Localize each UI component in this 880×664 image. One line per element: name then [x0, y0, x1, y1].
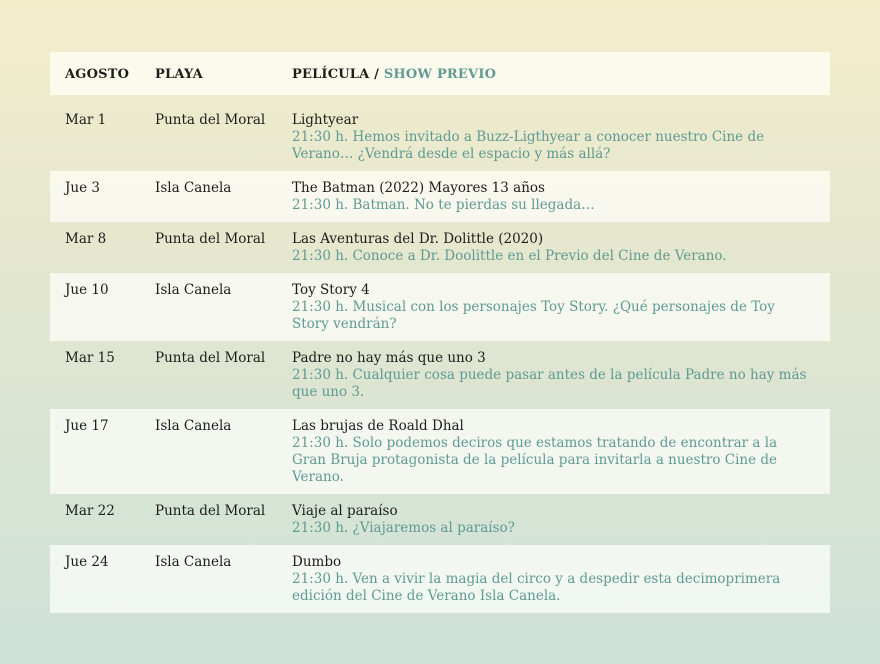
preshow-description: 21:30 h. Ven a vivir la magia del circo y a despedir esta decimoprimera edición del Cine de Verano Isla Canela.: [292, 571, 781, 604]
row-date: Jue 17: [50, 409, 140, 494]
movie-header-label: PELÍCULA: [292, 67, 370, 82]
row-place: Isla Canela: [140, 409, 277, 494]
row-place: Isla Canela: [140, 545, 277, 613]
table-row: [50, 222, 830, 273]
row-date: Mar 22: [65, 503, 115, 519]
row-show: [277, 222, 830, 273]
row-show: [277, 494, 830, 545]
table-row: [50, 95, 830, 171]
movie-title: Padre no hay más que uno 3: [292, 350, 486, 366]
movie-title: Lightyear: [292, 112, 359, 128]
row-show: [277, 95, 830, 171]
beach-header-label: PLAYA: [155, 67, 203, 82]
column-header-month: [50, 52, 140, 95]
schedule-table: [50, 52, 830, 613]
table-row: [50, 545, 830, 613]
header-separator: /: [369, 67, 384, 82]
preshow-description: 21:30 h. Solo podemos deciros que estamos tratando de encontrar a la Gran Bruja protagonista de la película para invitarla a nuestro Cine de Verano.: [292, 435, 778, 485]
table-header: [50, 52, 830, 95]
preshow-description: 21:30 h. Musical con los personajes Toy Story. ¿Qué personajes de Toy Story vendrán?: [292, 299, 775, 332]
row-place: Punta del Moral: [155, 503, 266, 519]
row-date: Mar 8: [65, 231, 107, 247]
table-body: [50, 95, 830, 613]
row-place: Punta del Moral: [155, 231, 266, 247]
movie-title: Las brujas de Roald Dhal: [292, 418, 464, 434]
movie-title: The Batman (2022) Mayores 13 años: [292, 180, 545, 196]
table-row: [50, 409, 830, 494]
preshow-description: 21:30 h. Cualquier cosa puede pasar antes de la película Padre no hay más que uno 3.: [292, 367, 807, 400]
header-row: [50, 52, 830, 95]
row-place: Punta del Moral: [155, 112, 266, 128]
movie-title: Dumbo: [292, 554, 342, 570]
row-date: Mar 15: [65, 350, 115, 366]
column-header-movie: [277, 52, 830, 95]
table-row: [50, 273, 830, 341]
row-date: Jue 3: [50, 171, 140, 222]
table-row: [50, 171, 830, 222]
column-header-beach: [140, 52, 277, 95]
row-place: Isla Canela: [140, 273, 277, 341]
row-show: [277, 545, 830, 613]
row-place: Punta del Moral: [155, 350, 266, 366]
table-row: [50, 494, 830, 545]
movie-title: Viaje al paraíso: [292, 503, 398, 519]
preshow-description: 21:30 h. Hemos invitado a Buzz-Ligthyear a conocer nuestro Cine de Verano… ¿Vendrá desde el espacio y más allá?: [292, 129, 765, 162]
row-show: [277, 409, 830, 494]
row-show: [277, 273, 830, 341]
preshow-header-label: SHOW PREVIO: [383, 67, 497, 82]
month-header-label: AGOSTO: [65, 67, 130, 82]
table-row: [50, 341, 830, 409]
movie-title: Las Aventuras del Dr. Dolittle (2020): [292, 231, 544, 247]
row-show: [277, 171, 830, 222]
row-date: Mar 1: [65, 112, 107, 128]
preshow-description: 21:30 h. Batman. No te pierdas su llegada…: [292, 197, 595, 213]
preshow-description: 21:30 h. ¿Viajaremos al paraíso?: [292, 520, 515, 536]
movie-title: Toy Story 4: [292, 282, 370, 298]
row-date: Jue 10: [50, 273, 140, 341]
row-date: Jue 24: [50, 545, 140, 613]
preshow-description: 21:30 h. Conoce a Dr. Doolittle en el Previo del Cine de Verano.: [292, 248, 727, 264]
row-place: Isla Canela: [140, 171, 277, 222]
row-show: [277, 341, 830, 409]
